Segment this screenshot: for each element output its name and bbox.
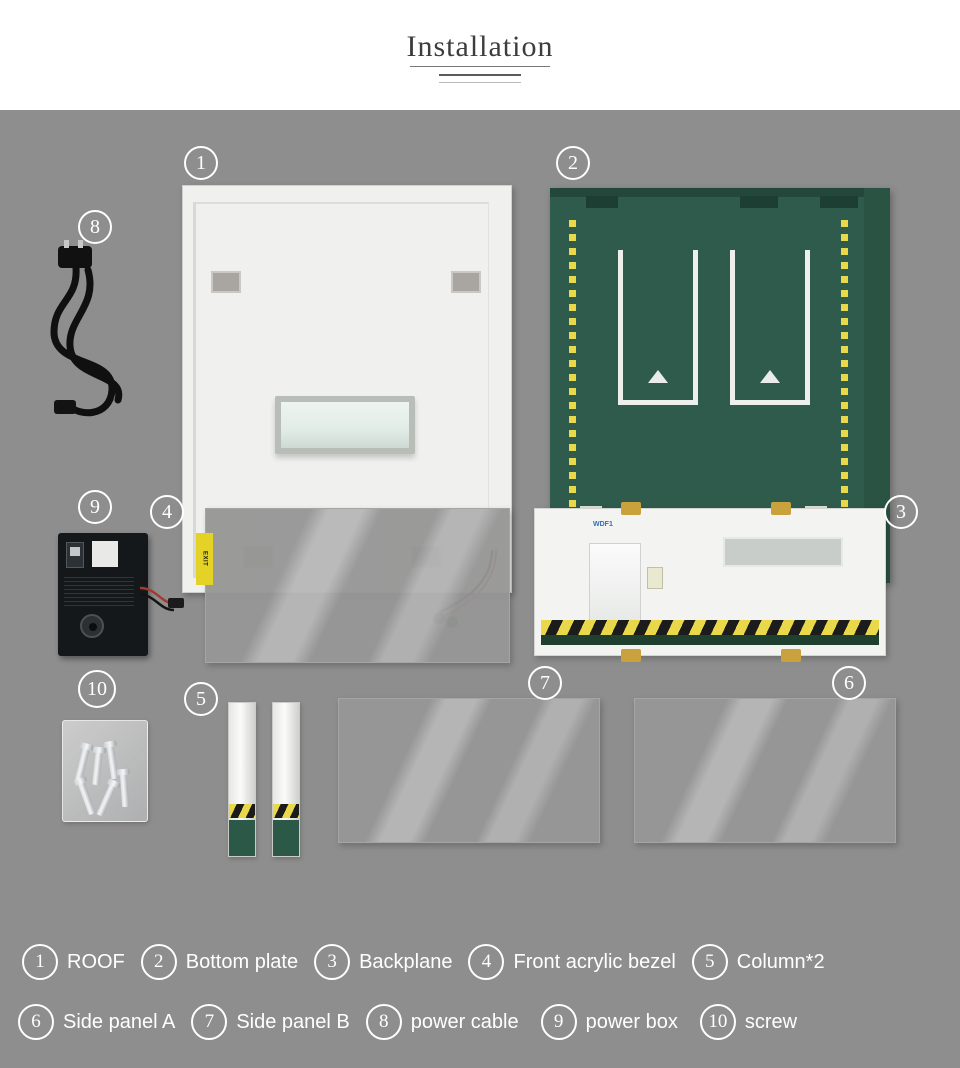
legend-badge-7: 7 — [191, 1004, 227, 1040]
legend-badge-1: 1 — [22, 944, 58, 980]
backplane-print-tag: WDF1 — [593, 521, 613, 528]
legend-item-6 — [18, 1004, 175, 1040]
part-column-right — [272, 702, 300, 857]
power-box-label — [92, 541, 118, 567]
bottom-plate-hazard-right — [841, 220, 848, 510]
screw-item — [77, 781, 95, 815]
bottom-plate-hazard-left — [569, 220, 576, 510]
exploded-parts-diagram — [0, 110, 960, 1068]
legend-item-2 — [141, 944, 298, 980]
legend-row-2 — [12, 992, 948, 1052]
legend-item-8 — [366, 1004, 519, 1040]
bottom-plate-notch-left — [586, 196, 618, 208]
page-header — [0, 0, 960, 110]
backplane-hazard-stripe — [541, 620, 879, 635]
roof-light-diffuser — [281, 402, 409, 448]
callout-10: 10 — [78, 670, 116, 708]
legend-label-2: Bottom plate — [185, 950, 299, 973]
callout-4: 4 — [150, 495, 184, 529]
backplane-connector-bottom-right — [781, 649, 801, 662]
legend-label-1: ROOF — [67, 950, 125, 973]
header-rule-primary — [439, 74, 521, 76]
power-box-pigtail — [140, 580, 186, 628]
legend-badge-6: 6 — [18, 1004, 54, 1040]
bottom-plate-notch-mid — [740, 196, 778, 208]
parts-legend — [0, 932, 960, 1052]
column-hazard-stripe — [229, 804, 255, 818]
backplane-door — [589, 543, 641, 628]
backplane-small-panel — [647, 567, 663, 589]
backplane-connector-bottom-left — [621, 649, 641, 662]
callout-3: 3 — [884, 495, 918, 529]
legend-label-5: Column*2 — [736, 950, 825, 973]
roof-slot-top-left — [211, 271, 241, 293]
power-box-switch — [66, 542, 84, 568]
legend-label-3: Backplane — [359, 950, 453, 973]
header-rule-secondary — [439, 82, 521, 83]
backplane-connector-top-left — [621, 502, 641, 515]
exit-label-tag: EXIT — [196, 533, 213, 585]
callout-9: 9 — [78, 490, 112, 524]
part-side-panel-b — [338, 698, 600, 843]
screw-item — [120, 773, 129, 807]
callout-5: 5 — [184, 682, 218, 716]
roof-slot-top-right — [451, 271, 481, 293]
callout-7: 7 — [528, 666, 562, 700]
legend-item-5 — [692, 944, 825, 980]
column-hazard-stripe — [273, 804, 299, 818]
legend-badge-8: 8 — [366, 1004, 402, 1040]
legend-item-9 — [541, 1004, 678, 1040]
screw-item — [92, 751, 103, 786]
title-underline — [410, 66, 550, 67]
page-title: Installation — [406, 30, 554, 63]
legend-item-4 — [468, 944, 675, 980]
bottom-plate-arrow-right — [760, 370, 780, 383]
legend-badge-4: 4 — [468, 944, 504, 980]
callout-8: 8 — [78, 210, 112, 244]
legend-label-4: Front acrylic bezel — [513, 950, 676, 973]
legend-item-10 — [700, 1004, 797, 1040]
roof-light-module — [275, 396, 415, 454]
legend-label-9: power box — [585, 1010, 678, 1033]
part-screw-bag — [62, 720, 148, 822]
legend-item-7 — [191, 1004, 349, 1040]
column-foot — [273, 820, 299, 856]
power-box-printed-text — [64, 577, 134, 607]
legend-badge-10: 10 — [700, 1004, 736, 1040]
legend-label-6: Side panel A — [63, 1010, 176, 1033]
legend-label-10: screw — [744, 1010, 798, 1033]
part-power-box — [58, 533, 148, 656]
bottom-plate-notch-right — [820, 196, 858, 208]
part-backplane — [534, 508, 886, 656]
callout-2: 2 — [556, 146, 590, 180]
column-foot — [229, 820, 255, 856]
callout-6: 6 — [832, 666, 866, 700]
legend-item-3 — [314, 944, 452, 980]
bottom-plate-arrow-left — [648, 370, 668, 383]
legend-label-8: power cable — [410, 1010, 519, 1033]
legend-badge-9: 9 — [541, 1004, 577, 1040]
screw-item — [96, 783, 116, 817]
legend-badge-3: 3 — [314, 944, 350, 980]
backplane-base-strip — [541, 635, 879, 645]
legend-label-7: Side panel B — [236, 1010, 350, 1033]
legend-badge-5: 5 — [692, 944, 728, 980]
part-front-acrylic-bezel — [205, 508, 510, 663]
part-side-panel-a — [634, 698, 896, 843]
part-column-left — [228, 702, 256, 857]
part-power-cable — [48, 240, 158, 440]
legend-item-1 — [22, 944, 125, 980]
backplane-connector-top-right — [771, 502, 791, 515]
backplane-window — [723, 537, 843, 567]
power-box-jack — [80, 614, 104, 638]
legend-badge-2: 2 — [141, 944, 177, 980]
legend-row-1 — [12, 932, 948, 992]
callout-1: 1 — [184, 146, 218, 180]
